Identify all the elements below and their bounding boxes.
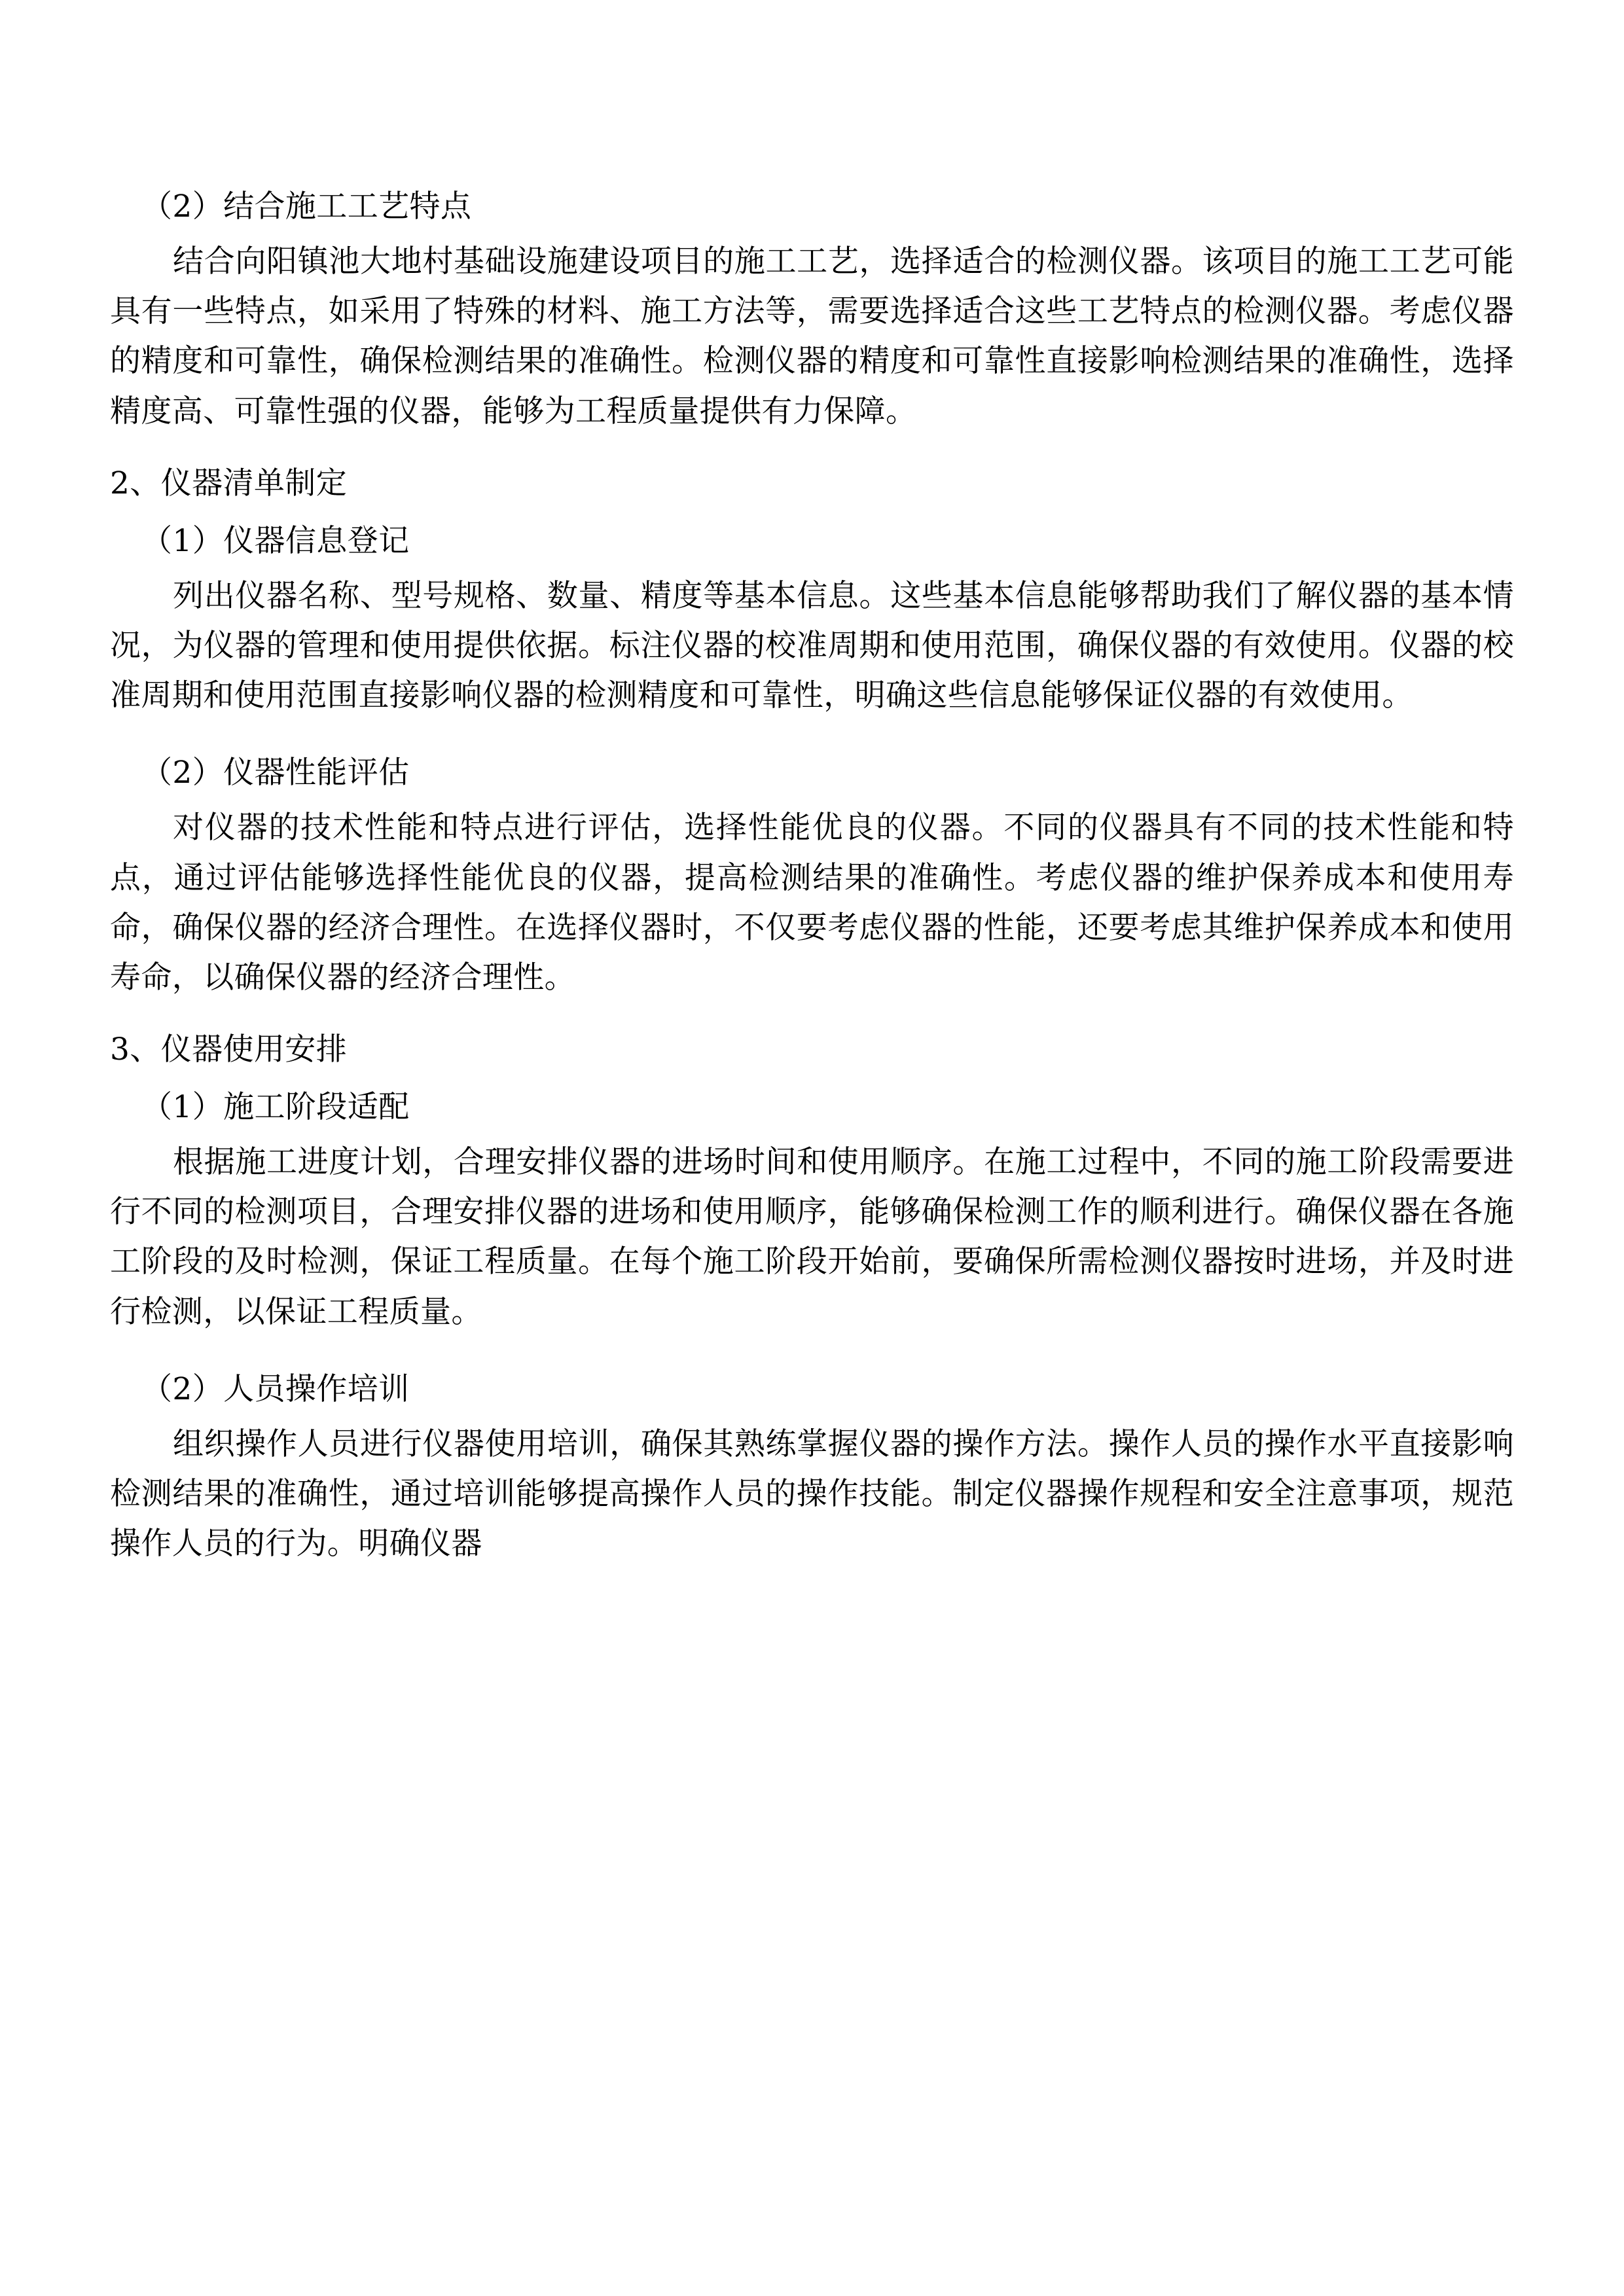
- section-subheading: （2）结合施工工艺特点: [141, 188, 472, 224]
- section-heading: 2、仪器清单制定: [110, 465, 348, 501]
- body-paragraph: 组织操作人员进行仪器使用培训，确保其熟练掌握仪器的操作方法。操作人员的操作水平直接影响检测结果的准确性，通过培训能够提高操作人员的操作技能。制定仪器操作规程和安全注意事项，规范操作人员的行为。明确仪器: [110, 1426, 1514, 1562]
- body-paragraph: 列出仪器名称、型号规格、数量、精度等基本信息。这些基本信息能够帮助我们了解仪器的基本情况，为仪器的管理和使用提供依据。标注仪器的校准周期和使用范围，确保仪器的有效使用。仪器的校准周期和使用范围直接影响仪器的检测精度和可靠性，明确这些信息能够保证仪器的有效使用。: [110, 577, 1514, 714]
- section-subheading: （2）仪器性能评估: [141, 755, 410, 791]
- document-body: [110, 77, 1514, 1569]
- body-paragraph: 对仪器的技术性能和特点进行评估，选择性能优良的仪器。不同的仪器具有不同的技术性能和特点，通过评估能够选择性能优良的仪器，提高检测结果的准确性。考虑仪器的维护保养成本和使用寿命，确保仪器的经济合理性。在选择仪器时，不仅要考虑仪器的性能，还要考虑其维护保养成本和使用寿命，以确保仪器的经济合理性。: [110, 810, 1514, 996]
- section-heading: 3、仪器使用安排: [110, 1031, 348, 1067]
- section-subheading: （1）仪器信息登记: [141, 522, 410, 559]
- body-paragraph: 结合向阳镇池大地村基础设施建设项目的施工工艺，选择适合的检测仪器。该项目的施工工艺可能具有一些特点，如采用了特殊的材料、施工方法等，需要选择适合这些工艺特点的检测仪器。考虑仪器的精度和可靠性，确保检测结果的准确性。检测仪器的精度和可靠性直接影响检测结果的准确性，选择精度高、可靠性强的仪器，能够为工程质量提供有力保障。: [110, 243, 1514, 429]
- section-subheading: （2）人员操作培训: [141, 1371, 410, 1407]
- section-subheading: （1）施工阶段适配: [141, 1089, 410, 1125]
- body-paragraph: 根据施工进度计划，合理安排仪器的进场时间和使用顺序。在施工过程中，不同的施工阶段需要进行不同的检测项目，合理安排仪器的进场和使用顺序，能够确保检测工作的顺利进行。确保仪器在各施工阶段的及时检测，保证工程质量。在每个施工阶段开始前，要确保所需检测仪器按时进场，并及时进行检测，以保证工程质量。: [110, 1144, 1514, 1330]
